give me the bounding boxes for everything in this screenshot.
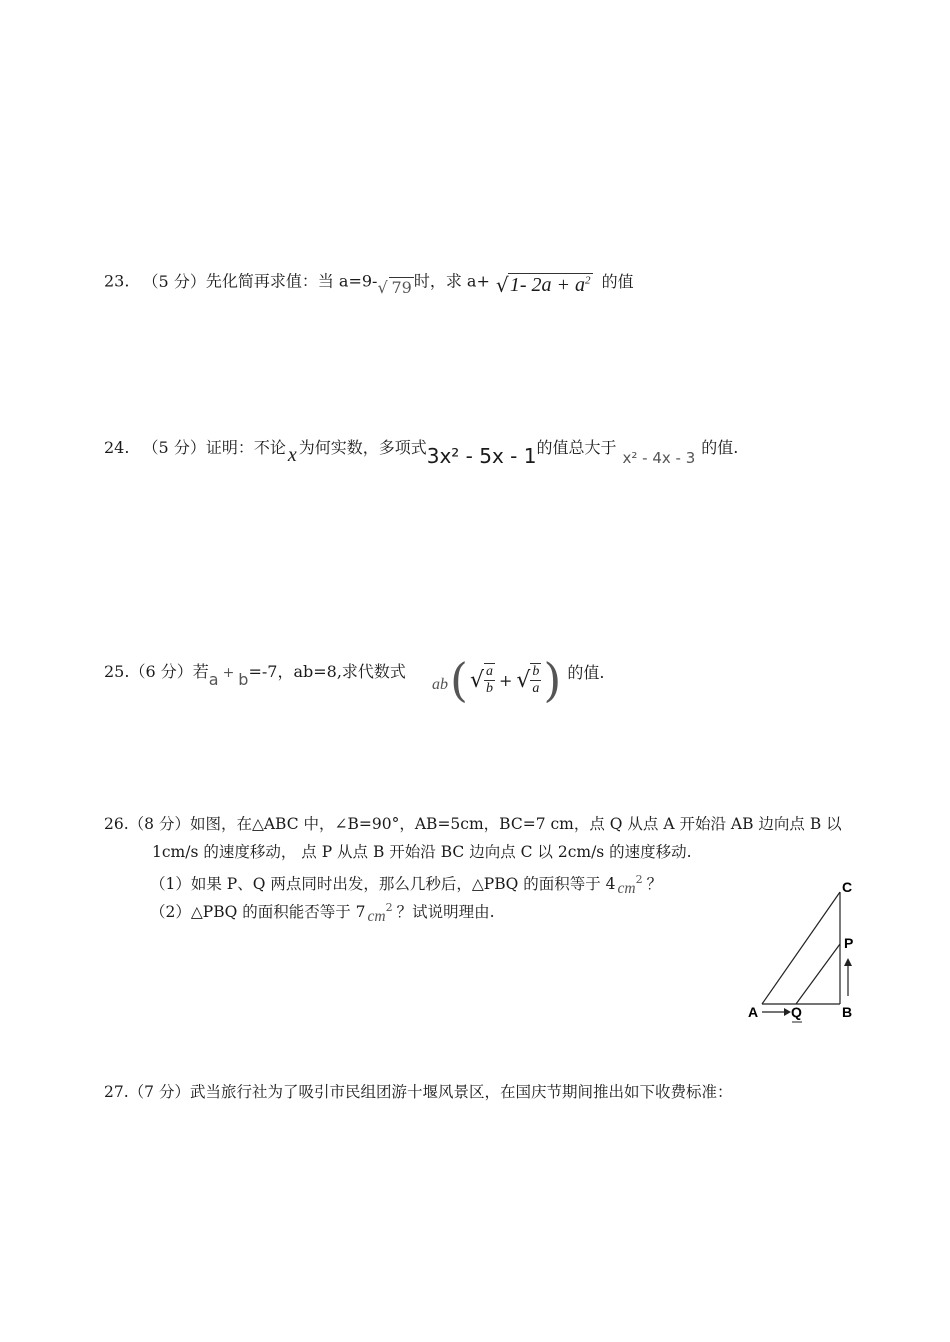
q26-part-2-unit: cm	[367, 908, 386, 926]
q25-paren-open: (	[450, 653, 468, 707]
q25-expression	[432, 652, 604, 708]
q24-var-x: x	[287, 444, 297, 466]
q23-root-79: √ 79	[377, 277, 412, 297]
question-26-line-1: 26.（8 分）如图，在△ABC 中，∠B=90°，AB=5cm，BC=7 cm，点 Q 从点 A 开始沿 AB 边向点 B 以	[104, 815, 842, 833]
arrow-aq-head	[784, 1008, 791, 1016]
question-26-part-1: （1）如果 P、Q 两点同时出发，那么几秒后，△PBQ 的面积等于 4 $cm^2$ ？	[150, 873, 663, 898]
triangle-figure	[740, 870, 870, 1030]
label-q: Q	[791, 1004, 802, 1020]
q24-polynomial-1: 3x² - 5x - 1	[426, 444, 537, 468]
q24-text-4: 的值.	[701, 438, 739, 457]
q25-plus: +	[498, 670, 513, 690]
q25-text-3: 的值.	[567, 662, 605, 682]
q25-number: 25.	[104, 662, 130, 681]
q24-text-2: 为何实数，多项式	[298, 438, 427, 457]
q24-text-1: 证明：不论	[205, 438, 286, 457]
q23-score: （5 分）	[142, 271, 206, 291]
q26-part-1-unit: cm	[617, 880, 636, 898]
q24-text-3: 的值总大于	[536, 438, 617, 457]
label-p: P	[844, 935, 854, 951]
q25-fraction-2: $\frac{b}{a}$	[532, 664, 540, 696]
segment-pq	[796, 944, 840, 1004]
q25-sum-b: b	[238, 670, 249, 689]
q23-text-2: 时，求 a+	[413, 271, 490, 291]
q23-text-3: 的值	[601, 271, 634, 291]
q25-sqrt-2: √	[516, 667, 531, 693]
q25-ab: ab	[432, 676, 448, 693]
q24-score: （5 分）	[142, 438, 206, 457]
question-23	[104, 266, 634, 297]
question-26-line-2: 1cm/s 的速度移动， 点 P 从点 B 开始沿 BC 边向点 C 以 2cm/s 的速度移动.	[152, 843, 692, 861]
q25-paren-close: )	[543, 653, 562, 707]
q24-polynomial-2: x² - 4x - 3	[622, 449, 696, 467]
q25-sqrt-1: √	[469, 667, 484, 693]
arrow-bp-head	[844, 958, 852, 966]
q24-number: 24.	[104, 438, 130, 457]
label-b: B	[842, 1004, 853, 1020]
q25-text-1: 若	[192, 662, 209, 681]
q23-root-expression: √ 1- $2a + a^2$	[495, 272, 591, 297]
label-a: A	[748, 1004, 759, 1020]
q25-score: （6 分）	[129, 662, 193, 681]
q23-number: 23.	[104, 271, 130, 291]
question-25	[104, 662, 406, 689]
label-c: C	[842, 879, 853, 895]
question-24	[104, 436, 739, 468]
q25-sum-a: a	[208, 670, 219, 689]
q25-fraction-1: $\frac{a}{b}$	[485, 664, 493, 696]
question-27-line-1: 27.（7 分）武当旅行社为了吸引市民组团游十堰风景区，在国庆节期间推出如下收费标准：	[104, 1083, 733, 1101]
side-ac	[762, 892, 840, 1004]
question-26-part-2: （2）△PBQ 的面积能否等于 7 $cm^2$ ？试说明理由.	[150, 901, 495, 926]
q25-text-2: =-7，ab=8,求代数式	[248, 662, 406, 681]
q23-text-1: 先化简再求值：当 a=9-	[205, 271, 378, 291]
q25-sum-plus: +	[222, 665, 235, 681]
